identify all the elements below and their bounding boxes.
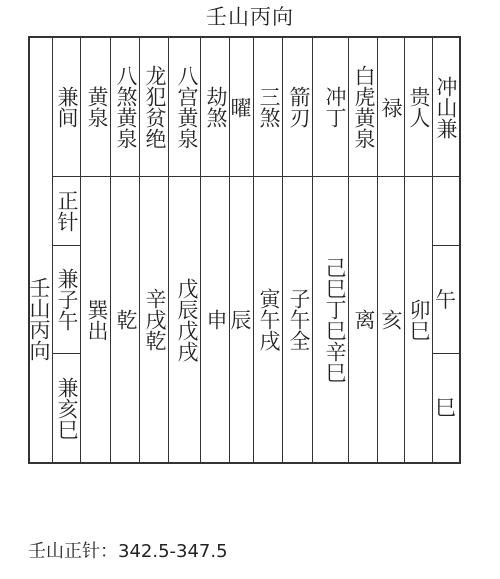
cell-long-fan-pin-jue-text: 辛戌乾 [143,288,167,351]
header-long-fan-pin-jue-text: 龙犯贫绝 [143,65,167,149]
cell-bai-hu-huang-quan [348,177,377,462]
cell-san-sha [253,177,282,462]
sub-zheng-zhen-text: 正针 [55,190,79,232]
cell-jian-ren [282,177,312,462]
cell-ba-gong-huang-quan-text: 戊辰戊戌 [175,277,199,362]
header-lu [377,38,404,176]
cell-huang-quan [80,177,110,462]
header-san-sha [253,38,282,176]
header-jian-jian-text: 兼间 [55,86,79,128]
cell-jie-sha-text: 申 [204,309,228,330]
header-yao [229,38,253,176]
header-chong-ding-text: 冲丁 [323,86,347,128]
cell-jie-sha [200,177,229,462]
cell-ba-gong-huang-quan [168,177,200,462]
header-bai-hu-huang-quan-text: 白虎黄泉 [352,65,376,149]
cell-huang-quan-text: 巽出 [85,298,109,341]
header-huang-quan [80,38,110,176]
cell-san-sha-text: 寅午戌 [257,288,281,351]
header-jie-sha [200,38,229,176]
cell-chong-shan-jian-1 [432,246,459,353]
header-jian-ren [282,38,312,176]
header-jian-jian [52,38,80,176]
header-san-sha-text: 三煞 [257,86,281,128]
cell-chong-shan-jian-1-text: 午 [435,287,456,312]
header-long-fan-pin-jue [139,38,168,176]
header-lu-text: 禄 [379,96,403,118]
header-chong-ding [312,38,348,176]
table-bottom-border [28,462,461,464]
table-title: 壬山丙向 [206,5,294,29]
cell-long-fan-pin-jue [139,177,168,462]
header-chong-shan-jian [432,38,459,176]
cell-ba-sha-huang-quan [110,177,139,462]
sub-jian-zi-wu-text: 兼子午 [55,268,79,331]
header-gui-ren [404,38,432,176]
cell-lu-text: 亥 [379,309,403,330]
header-ba-gong-huang-quan-text: 八宫黄泉 [175,65,199,149]
cell-yao [229,177,253,462]
cell-lu [377,177,404,462]
header-huang-quan-text: 黄泉 [85,86,109,128]
cell-jian-ren-text: 子午全 [287,288,311,351]
header-ba-sha-huang-quan-text: 八煞黄泉 [114,65,138,149]
footer-note: 壬山正针：342.5-347.5 [28,541,228,562]
cell-chong-ding-text: 己巳丁巳辛巳 [323,256,347,383]
cell-ba-sha-huang-quan-text: 乾 [114,309,138,330]
table-right-border [459,36,461,464]
sub-zheng-zhen [52,177,80,245]
sub-jian-zi-wu [52,246,80,353]
cell-bai-hu-huang-quan-text: 离 [352,309,376,330]
sub-jian-hai-si-text: 兼亥巳 [55,376,79,440]
header-yao-text: 曜 [228,96,252,118]
header-bai-hu-huang-quan [348,38,377,176]
cell-chong-shan-jian-0 [432,177,459,245]
cell-gui-ren [404,177,432,462]
header-ba-gong-huang-quan [168,38,200,176]
header-jian-ren-text: 箭刃 [287,86,311,128]
header-jie-sha-text: 劫煞 [204,86,228,128]
header-gui-ren-text: 贵人 [407,86,431,128]
cell-yao-text: 辰 [228,309,252,330]
mountain-label-text: 壬山丙向 [27,277,51,361]
cell-chong-shan-jian-2-text: 巳 [435,396,456,420]
cell-chong-ding [312,177,348,462]
header-ba-sha-huang-quan [110,38,139,176]
cell-chong-shan-jian-2 [432,354,459,462]
mountain-label [27,176,52,462]
cell-gui-ren-text: 卯巳 [407,298,431,341]
header-chong-shan-jian-text: 冲山兼 [434,75,458,139]
sub-jian-hai-si [52,354,80,462]
